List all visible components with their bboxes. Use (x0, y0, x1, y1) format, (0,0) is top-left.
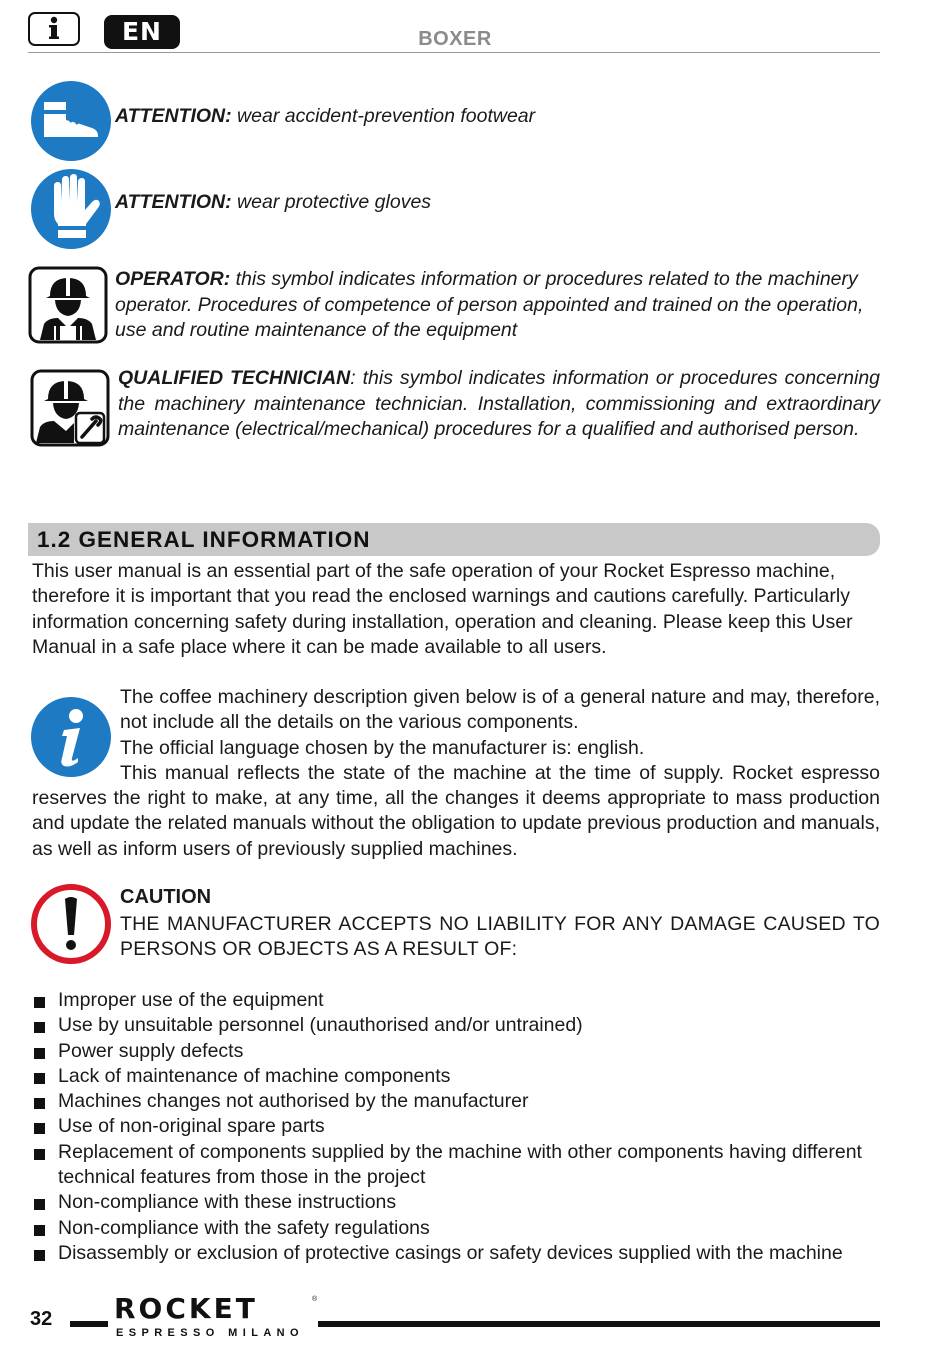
list-item: Non-compliance with the safety regulations (32, 1216, 882, 1241)
list-item: Improper use of the equipment (32, 988, 882, 1013)
list-item: Non-compliance with these instructions (32, 1190, 882, 1215)
info-line-reservation: This manual reflects the state of the machine at the time of supply. Rocket espresso reserves the right to make, at any time, all the changes it deems appropriate to mass production and update the related manuals without the obligation to update previous production and manuals, as well as inform users of previously supplied machines. (32, 761, 880, 860)
operator-notice (115, 267, 880, 344)
operator-notice-label: OPERATOR: (115, 268, 231, 290)
section-title: 1.2 GENERAL INFORMATION (37, 527, 371, 552)
language-badge: EN (104, 15, 180, 49)
caution-title: CAUTION (120, 886, 212, 908)
list-item: Disassembly or exclusion of protective casings or safety devices supplied with the machine (32, 1241, 882, 1266)
model-name: BOXER (418, 28, 492, 50)
list-item: Lack of maintenance of machine components (32, 1064, 882, 1089)
safety-boot-icon (30, 80, 112, 162)
exclamation-icon (30, 883, 112, 965)
info-paragraph (32, 685, 880, 862)
caution-text: THE MANUFACTURER ACCEPTS NO LIABILITY FOR ANY DAMAGE CAUSED TO PERSONS OR OBJECTS AS A RESULT OF: (120, 913, 880, 961)
technician-wrench-icon (30, 369, 110, 447)
technician-notice (118, 366, 880, 443)
protective-glove-icon (30, 168, 112, 250)
brand-tagline: ESPRESSO MILANO (116, 1327, 304, 1339)
page-number: 32 (30, 1308, 53, 1330)
footwear-notice-text: wear accident-prevention footwear (231, 105, 536, 127)
list-item: Use of non-original spare parts (32, 1114, 882, 1139)
gloves-notice (115, 190, 431, 216)
info-line-description: The coffee machinery description given below is of a general nature and may, therefore, not include all the details on the various components. (120, 686, 880, 734)
list-item: Use by unsuitable personnel (unauthorised and/or untrained) (32, 1013, 882, 1038)
operator-notice-text: this symbol indicates information or procedures related to the machinery operator. Procedures of competence of person appointed and trained on the operation, use and routine maintenance of the equipment (115, 268, 864, 341)
registered-mark: ® (312, 1296, 318, 1303)
gloves-notice-text: wear protective gloves (231, 191, 432, 213)
header-divider (28, 52, 880, 53)
footwear-notice (115, 104, 535, 130)
technician-notice-label: QUALIFIED TECHNICIAN (118, 367, 351, 389)
brand-logo: ROCKET (114, 1292, 258, 1325)
info-badge-icon (28, 12, 80, 46)
technician-notice-text: : this symbol indicates information or procedures concerning the machinery maintenance technician. Installation, commissioning and extraordinary maintenance (electrical/mechanical) procedures for a qualified and authorised person. (118, 367, 881, 440)
list-item: Power supply defects (32, 1039, 882, 1064)
list-item: Machines changes not authorised by the manufacturer (32, 1089, 882, 1114)
operator-icon (28, 266, 108, 344)
gloves-notice-label: ATTENTION: (115, 191, 232, 213)
liability-causes-list (32, 988, 882, 1266)
info-line-language: The official language chosen by the manufacturer is: english. (120, 736, 645, 759)
footwear-notice-label: ATTENTION: (115, 105, 232, 127)
list-item: Replacement of components supplied by the machine with other components having different technical features from those in the project (32, 1140, 882, 1191)
general-info-paragraph: This user manual is an essential part of the safe operation of your Rocket Espresso machine, therefore it is important that you read the enclosed warnings and cautions carefully. Particularly information concerning safety during installation, operation and cleaning. Please keep this User Manual in a safe place where it can be made available to all users. (32, 560, 853, 658)
footer-rule-right (318, 1321, 880, 1327)
footer-rule-left (70, 1321, 108, 1327)
